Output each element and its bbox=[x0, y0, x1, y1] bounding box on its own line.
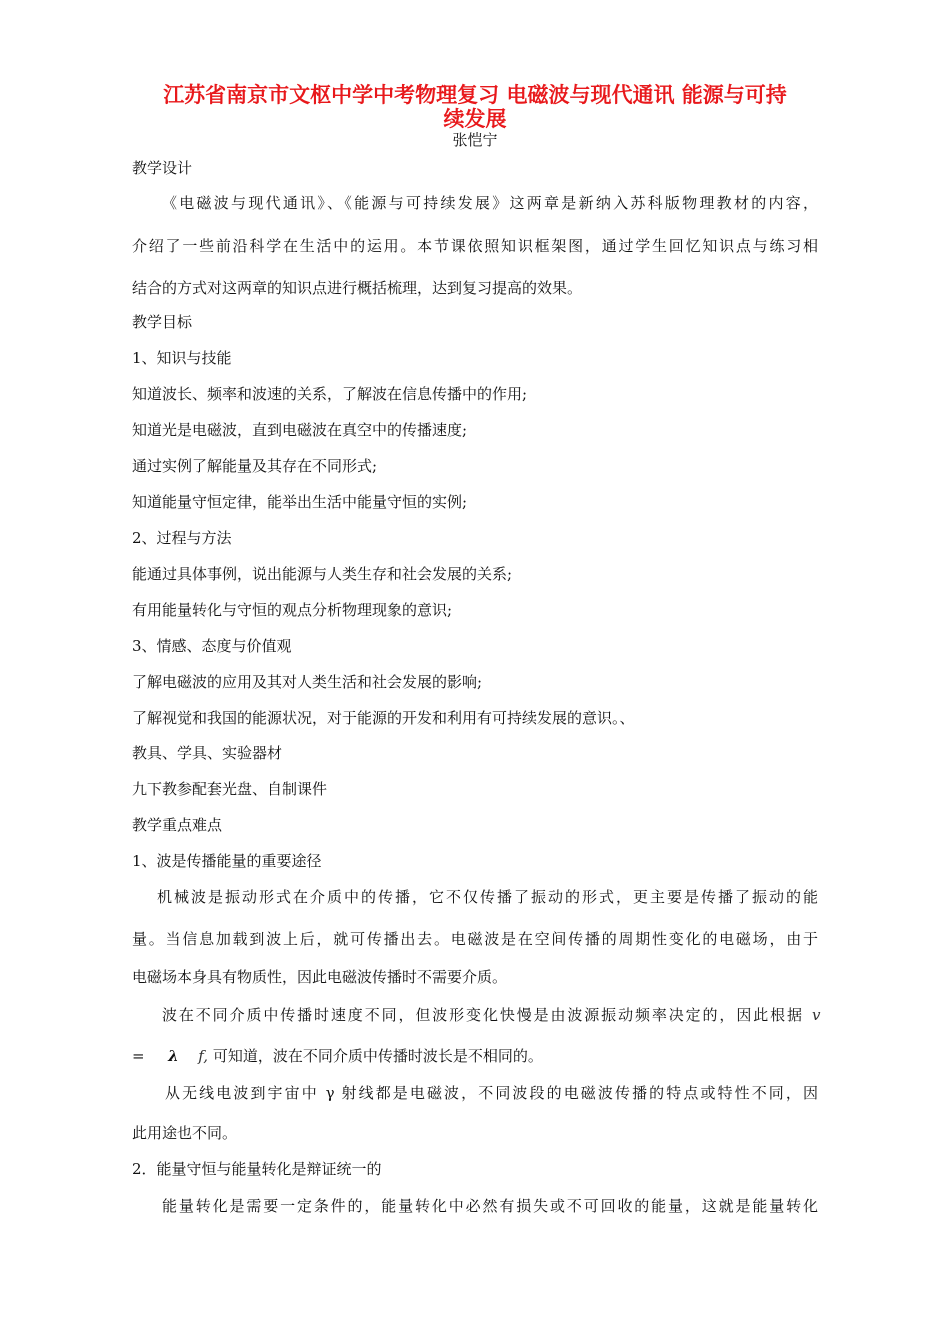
formula-variable-v bbox=[812, 1005, 820, 1025]
formula-conclusion: 可知道，波在不同介质中传播时波长是不相同的。 bbox=[212, 1047, 543, 1065]
paragraph-line: 量。当信息加载到波上后，就可传播出去。电磁波是在空间传播的周期性变化的电磁场，由于 bbox=[132, 930, 818, 948]
list-item: 知道能量守恒定律，能举出生活中能量守恒的实例; bbox=[132, 493, 468, 511]
formula-f: f, bbox=[198, 1047, 209, 1065]
formula-line bbox=[132, 1046, 543, 1066]
subheading-emotion-values: 3、情感、态度与价值观 bbox=[132, 637, 292, 655]
formula-v: v bbox=[812, 1006, 821, 1024]
paragraph-line: 电磁场本身具有物质性，因此电磁波传播时不需要介质。 bbox=[132, 968, 508, 986]
list-item: 知道光是电磁波，直到电磁波在真空中的传播速度; bbox=[132, 421, 468, 439]
list-item: 能通过具体事例，说出能源与人类生存和社会发展的关系; bbox=[132, 565, 513, 583]
paragraph-line: 介绍了一些前沿科学在生活中的运用。本节课依照知识框架图，通过学生回忆知识点与练习相 bbox=[132, 237, 818, 255]
section-heading-teaching-goals: 教学目标 bbox=[132, 313, 193, 331]
list-item: 了解电磁波的应用及其对人类生活和社会发展的影响; bbox=[132, 673, 483, 691]
paragraph-line: 机械波是振动形式在介质中的传播，它不仅传播了振动的形式，更主要是传播了振动的能 bbox=[157, 888, 818, 906]
section-heading-tools: 教具、学具、实验器材 bbox=[132, 744, 283, 762]
formula-equals: = bbox=[132, 1047, 145, 1065]
section-heading-teaching-design: 教学设计 bbox=[132, 159, 193, 177]
subheading-knowledge-skills: 1、知识与技能 bbox=[132, 349, 232, 367]
formula-lambda: λ bbox=[168, 1047, 179, 1065]
paragraph-line: 结合的方式对这两章的知识点进行概括梳理，达到复习提高的效果。 bbox=[132, 279, 583, 297]
paragraph-line: 波在不同介质中传播时速度不同，但波形变化快慢是由波源振动频率决定的，因此根据 bbox=[162, 1006, 802, 1024]
subheading-process-method: 2、过程与方法 bbox=[132, 529, 232, 547]
paragraph-line: 能量转化是需要一定条件的，能量转化中必然有损失或不可回收的能量，这就是能量转化 bbox=[162, 1197, 818, 1215]
section-heading-key-points: 教学重点难点 bbox=[132, 816, 223, 834]
subheading-energy-conservation: 2．能量守恒与能量转化是辩证统一的 bbox=[132, 1160, 382, 1178]
paragraph-line: 此用途也不同。 bbox=[132, 1124, 238, 1142]
list-item: 了解视觉和我国的能源状况，对于能源的开发和利用有可持续发展的意识。、 bbox=[132, 709, 635, 727]
author-name: 张恺宁 bbox=[452, 131, 498, 149]
list-item: 通过实例了解能量及其存在不同形式; bbox=[132, 457, 378, 475]
subheading-wave-energy: 1、波是传播能量的重要途径 bbox=[132, 852, 322, 870]
tools-text: 九下教参配套光盘、自制课件 bbox=[132, 780, 328, 798]
document-title-line-1: 江苏省南京市文枢中学中考物理复习 电磁波与现代通讯 能源与可持 bbox=[163, 83, 787, 107]
paragraph-line: 从无线电波到宇宙中 γ 射线都是电磁波，不同波段的电磁波传播的特点或特性不同，因 bbox=[165, 1084, 818, 1102]
list-item: 有用能量转化与守恒的观点分析物理现象的意识; bbox=[132, 601, 453, 619]
list-item: 知道波长、频率和波速的关系，了解波在信息传播中的作用; bbox=[132, 385, 528, 403]
paragraph-line: 《电磁波与现代通讯》、《能源与可持续发展》这两章是新纳入苏科版物理教材的内容， bbox=[162, 194, 818, 212]
document-title-line-2: 续发展 bbox=[443, 107, 507, 131]
